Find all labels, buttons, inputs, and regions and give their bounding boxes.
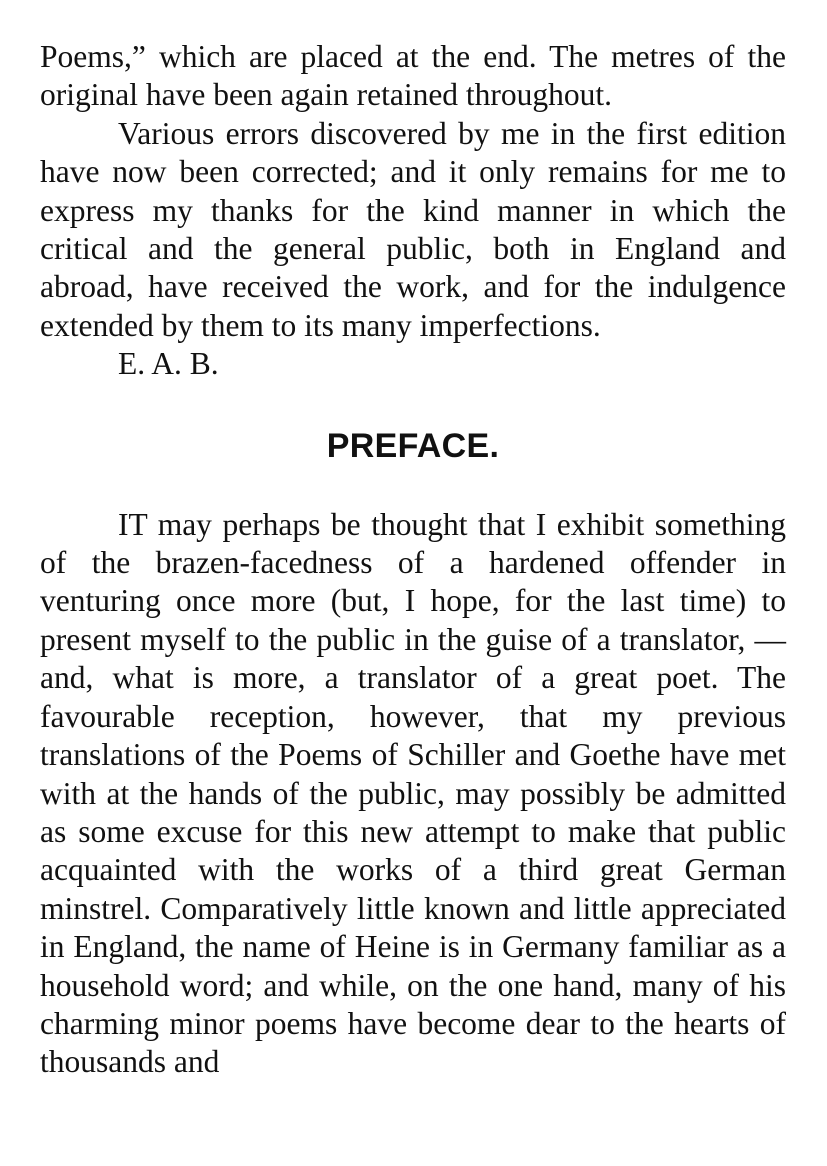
author-initials: E. A. B.	[118, 346, 219, 382]
continued-paragraph: Poems,” which are placed at the end. The metres of the original have been again retained throughout.	[40, 39, 786, 113]
preface-heading: PREFACE.	[326, 426, 500, 465]
preface-paragraph: IT may perhaps be thought that I exhibit something of the brazen-facedness of a hardened offender in venturing once more (but, I hope, for the last time) to present myself to the public in the guise of a translator, — and, what is more, a translator of a great poet. The favourable reception, however, that my previous translations of the Poems of Schiller and Goethe have met with at the hands of the public, may possibly be admitted as some excuse for this new attempt to make that public acquainted with the works of a third great German minstrel. Comparatively little known and little appreciated in England, the name of Heine is in Germany familiar as a household word; and while, on the one hand, many of his charming minor poems have become dear to the hearts of thousands and	[40, 506, 786, 1080]
acknowledgement-paragraph: Various errors discovered by me in the first edition have now been corrected; and it only remains for me to express my thanks for the kind manner in which the critical and the general public, both in England and abroad, have received the work, and for the indulgence extended by them to its many imperfections.	[40, 115, 786, 343]
document-page	[40, 38, 786, 1082]
